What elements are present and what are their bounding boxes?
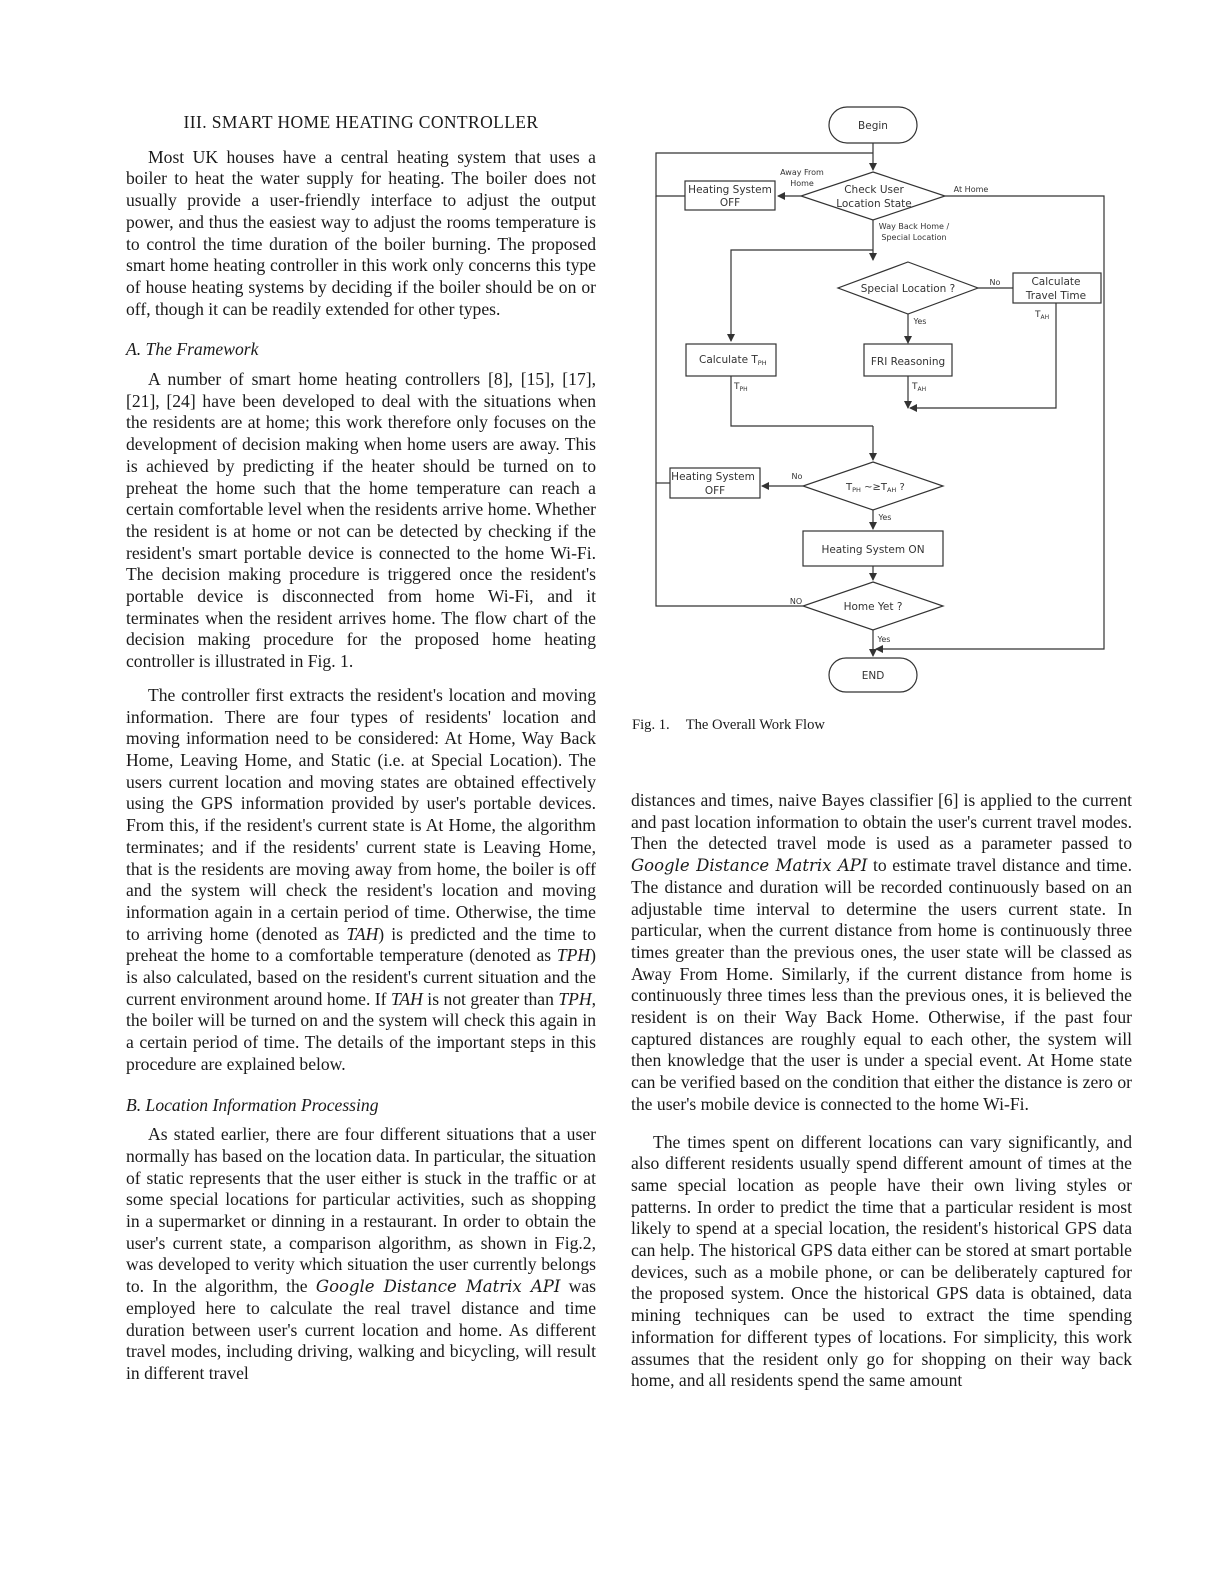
right-column <box>631 790 1132 1404</box>
symbol-tph: TPH <box>556 945 591 966</box>
right-paragraph-2: The times spent on different locations can vary significantly, and also different residents usually spend different amount of times at the same special location as people have their own living styles or patterns. In order to predict the time that a particular resident is most likely to spend at a special location, the resident's historical GPS data can help. The historical GPS data either can be stored at smart portable devices, such as a mobile phone, or can be deliberately captured for the proposed system. Once the historical GPS data is obtained, data mining techniques can be used to extract the time spending information for different types of locations. For simplicity, this work assumes that the resident only go for shopping on their way back home, and all residents spend the same amount <box>631 1131 1132 1391</box>
special-yes-label: Yes <box>913 317 927 326</box>
subsection-a-title: A. The Framework <box>126 339 259 360</box>
fri-label: FRI Reasoning <box>870 356 946 368</box>
way-back-label-1: Way Back Home / <box>878 222 950 231</box>
heat-off-label-2: OFF <box>719 197 741 209</box>
check-location-diamond <box>801 172 945 220</box>
calc-tph-label: Calculate TPH <box>699 354 767 367</box>
home-yet-yes-label: Yes <box>877 635 891 644</box>
location-paragraph-1: As stated earlier, there are four different situations that a user normally has based on the location data. In particular, the situation of static represents that the user either is stuck in the traffic or at some special locations for particular activities, such as shopping in a supermarket or dinning in a restaurant. In order to obtain the user's current state, a comparison algorithm, as shown in Fig.2, was developed to verity which situation the user currently belongs to. In the algorithm, the Google Distance Matrix API was employed here to calculate the real travel distance and time duration between user's current location and home. As different travel modes, including driving, walking and bicycling, will result in different travel <box>126 1124 596 1383</box>
end-label: END <box>861 670 885 682</box>
home-yet-label: Home Yet ? <box>843 601 903 613</box>
away-label-2: Home <box>790 179 814 188</box>
tph-output-label: $T_{PH}$ <box>734 382 748 393</box>
framework-paragraph-1: A number of smart home heating controllers [8], [15], [17], [21], [24] have been developed to deal with the situations when the residents are at home; this work therefore only focuses on the development of decision making when home users are away. This is achieved by predicting if the heater should be turned on to preheat the home such that the home temperature can reach a certain comfortable level when the residents arrive home. Whether the resident is at home or not can be detected by checking if the resident's smart portable device is connected to the home Wi-Fi. The decision making procedure is triggered once the resident's portable device is disconnected from home Wi-Fi, and it terminates when the resident arrives home. The flow chart of the decision making procedure for the proposed home heating controller is illustrated in Fig. 1. <box>126 369 596 672</box>
subsection-b-title: B. Location Information Processing <box>126 1094 379 1115</box>
framework-paragraph-2: The controller first extracts the resident's location and moving information. There are four types of residents' location and moving information need to be considered: At Home, Way Back Home, Leaving Home, and Static (i.e. at Special Location). The users current location and moving states are obtained effectively using the GPS information provided by user's portable devices. From this, if the resident's current state is At Home, the algorithm terminates; and if the residents' current state is Leaving Home, that is the residents are moving away from home, the boiler is off and the system will check the resident's location and moving information again in a certain period of time. Otherwise, the time to arriving home (denoted as TAH) is predicted and the time to preheat the home to a comfortable temperature (denoted as TPH) is also calculated, based on the resident's current situation and the current environment around home. If TAH is not greater than TPH, the boiler will be turned on and the system will check this again in a certain period of time. The details of the important steps in this procedure are explained below. <box>126 684 597 1074</box>
intro-paragraph: Most UK houses have a central heating system that uses a boiler to heat the water supply for heating. The boiler does not usually provide a user-friendly interface to adjust the output power, and thus the easiest way to adjust the rooms temperature is to control the time duration of the boiler burning. The proposed smart home heating controller in this work only concerns this type of house heating systems by deciding if the boiler should be on or off, though it can be readily extended for other types. <box>126 146 596 319</box>
heat-off2-label-1: Heating System <box>671 471 755 483</box>
calc-travel-label-2: Travel Time <box>1025 290 1087 302</box>
at-home-label: At Home <box>953 185 989 194</box>
begin-label: Begin <box>858 120 888 132</box>
check-label-2: Location State <box>836 198 912 210</box>
api-name-2: Google Distance Matrix API <box>631 856 868 876</box>
left-column <box>126 112 596 1397</box>
section-title: III. SMART HOME HEATING CONTROLLER <box>183 112 539 132</box>
tah-output-label: $T_{AH}$ <box>912 382 927 393</box>
heat-off2-label-2: OFF <box>704 485 726 497</box>
special-label: Special Location ? <box>860 283 956 295</box>
way-back-label-2: Special Location <box>881 233 947 242</box>
home-yet-no-label: NO <box>789 597 803 606</box>
tah-travel-label: $T_{AH}$ <box>1035 310 1050 321</box>
compare-yes-label: Yes <box>878 513 892 522</box>
special-no-label: No <box>989 278 1001 287</box>
right-paragraph-1: distances and times, naive Bayes classifier [6] is applied to the current and past location information to obtain the user's current travel modes. Then the detected travel mode is used as a parameter passed to Google Distance Matrix API to estimate travel distance and time. The distance and duration will be recorded continuously based on an adjustable time interval to determine the users current state. In particular, when the current distance from home is continuously three times greater than the previous ones, the user state will be classed as Away From Home. Similarly, if the current distance from home is continuously three times less than the previous ones, it is believed the resident is on their Way Back Home. Otherwise, if the past four captured distances are roughly equal to each other, the system will then knowledge that the user is under a special event. At Home state can be verified based on the condition that either the distance is zero or the user's mobile device is connected to the home Wi-Fi. <box>631 790 1132 1114</box>
api-name: Google Distance Matrix API <box>315 1277 561 1297</box>
symbol-tah: TAH <box>346 923 379 944</box>
heat-off-label-1: Heating System <box>688 184 772 196</box>
compare-label: $T_{PH}$ $\sim\ge T_{AH}$ ? <box>846 482 905 494</box>
check-label-1: Check User <box>844 184 904 196</box>
heat-on-label: Heating System ON <box>821 544 925 556</box>
figure-caption: Fig. 1. The Overall Work Flow <box>632 717 825 733</box>
compare-no-label: No <box>791 472 803 481</box>
calc-travel-label-1: Calculate <box>1031 276 1081 288</box>
away-label-1: Away From <box>780 168 824 177</box>
flowchart-figure <box>630 100 1140 700</box>
